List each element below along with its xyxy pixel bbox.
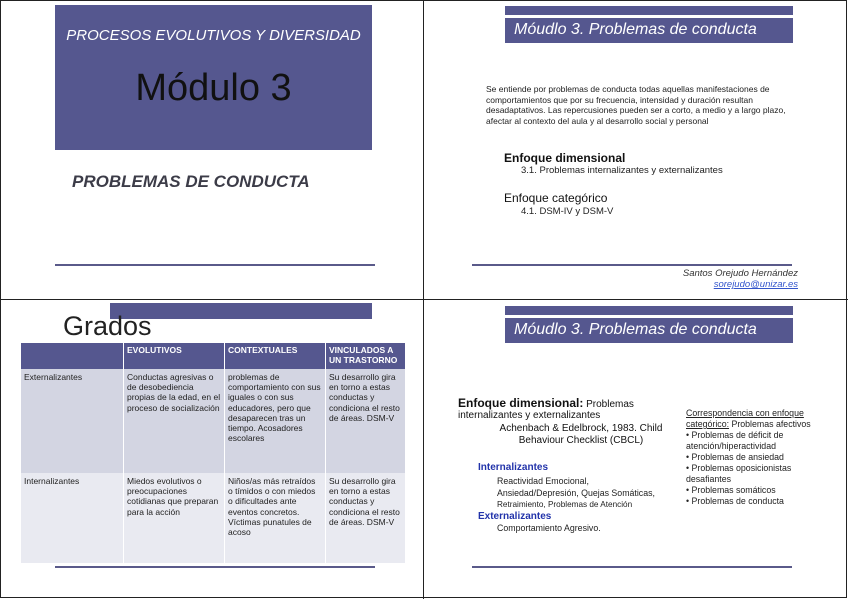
table-cell: Externalizantes — [21, 369, 124, 473]
divider — [55, 264, 375, 266]
desc-line: Retraimiento, Problemas de Atención — [497, 500, 633, 509]
divider — [472, 566, 792, 568]
column-header: EVOLUTIVOS — [124, 343, 225, 369]
table-cell: Conductas agresivas o de desobediencia propias de la edad, en el proceso de socialización — [124, 369, 225, 473]
list-item: • Problemas somáticos — [686, 485, 776, 495]
table-cell: Miedos evolutivos o preocupaciones cotidianas que preparan para la acción — [124, 473, 225, 563]
course-subtitle: PROCESOS EVOLUTIVOS Y DIVERSIDAD — [66, 27, 361, 44]
grados-table — [21, 343, 406, 563]
title-banner — [55, 5, 372, 150]
slide3-title: Grados — [63, 311, 152, 341]
author-email-link[interactable]: sorejudo@unizar.es — [713, 279, 798, 290]
categorical-subitem: 4.1. DSM-IV y DSM-V — [521, 206, 614, 217]
dimensional-heading: Enfoque dimensional — [504, 151, 626, 165]
divider — [472, 264, 792, 266]
table-cell: Niños/as más retraídos o tímidos o con miedos o dificultades ante eventos concretos. Víctimas punatules de acoso — [225, 473, 326, 563]
table-row — [21, 473, 406, 563]
slide4-header-title: Móudlo 3. Problemas de conducta — [514, 321, 757, 338]
list-item: • Problemas de conducta — [686, 496, 784, 506]
dimensional-heading — [458, 396, 634, 410]
header-accent-bar — [505, 6, 793, 15]
column-header: VINCULADOS A UN TRASTORNO — [326, 343, 406, 369]
definition-text: Se entiende por problemas de conducta todas aquellas manifestaciones de comportamientos que por su frecuencia, intensidad y duración resultan desadaptativos. Las repercusiones pueden ser a corto, a medio y a largo plazo, afectar al contexto del aula y al desarrollo social y personal — [486, 84, 786, 126]
table-cell: Internalizantes — [21, 473, 124, 563]
dimensional-subitem: 3.1. Problemas internalizantes y externalizantes — [521, 165, 723, 176]
slide1-heading: PROBLEMAS DE CONDUCTA — [72, 172, 310, 191]
categorical-heading: Enfoque categórico — [504, 191, 608, 205]
module-title: Módulo 3 — [135, 67, 292, 109]
correspondence-title — [686, 408, 826, 430]
column-header: CONTEXTUALES — [225, 343, 326, 369]
slide-separator-horizontal — [0, 299, 848, 300]
dimensional-heading-line2: internalizantes y externalizantes — [458, 410, 601, 421]
desc-line: Reactividad Emocional, — [497, 476, 589, 486]
header-accent-bar — [505, 306, 793, 315]
slide2-header-title: Móudlo 3. Problemas de conducta — [514, 21, 757, 38]
list-item: • Problemas de déficit de atención/hiperactividad — [686, 430, 784, 451]
correspondence-list — [686, 408, 826, 507]
column-header — [21, 343, 124, 369]
list-item: • Problemas de ansiedad — [686, 452, 784, 462]
correspondence-first: Problemas afectivos — [729, 419, 811, 429]
dimensional-label: Enfoque dimensional: — [458, 396, 584, 410]
list-item: • Problemas oposicionistas desafiantes — [686, 463, 792, 484]
table-header-row — [21, 343, 406, 369]
correspondence-link: Correspondencia con enfoque categórico: — [686, 408, 804, 429]
table-cell: Su desarrollo gira en torno a estas conductas y condiciona el resto de áreas. DSM-V — [326, 473, 406, 563]
table-row — [21, 369, 406, 473]
author-name: Santos Orejudo Hernández — [682, 268, 798, 279]
externalizantes-label: Externalizantes — [478, 511, 552, 522]
internalizantes-desc — [497, 475, 655, 511]
table-cell: problemas de comportamiento con sus iguales o con sus educadores, pero que desaparecen tras un tiempo. Acosadores escolares — [225, 369, 326, 473]
externalizantes-desc: Comportamiento Agresivo. — [497, 523, 601, 533]
internalizantes-label: Internalizantes — [478, 462, 549, 473]
citation: Achenbach & Edelbrock, 1983. Child Behaviour Checklist (CBCL) — [499, 423, 663, 446]
desc-line: Ansiedad/Depresión, Quejas Somáticas, — [497, 488, 655, 498]
table-cell: Su desarrollo gira en torno a estas conductas y condiciona el resto de áreas. DSM-V — [326, 369, 406, 473]
divider — [55, 566, 375, 568]
dimensional-label-rest: Problemas — [583, 399, 634, 410]
